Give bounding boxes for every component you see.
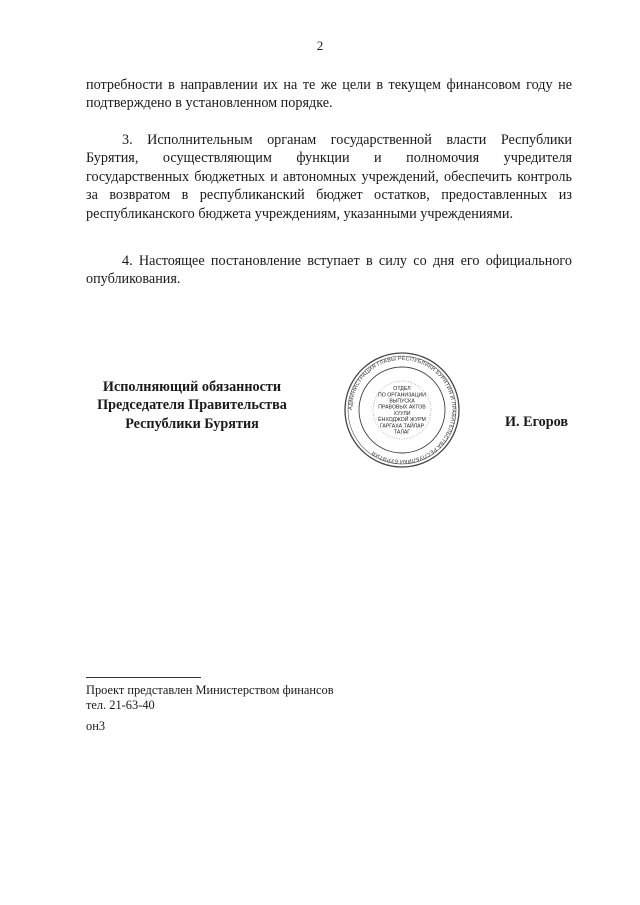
footer-document-code: он3	[86, 719, 106, 733]
seal-center-line: ТАЛАГ	[393, 429, 411, 436]
paragraph-item-3: 3. Исполнительным органам государственной власти Республики Бурятия, осуществляющим функции и полномочия учредителя государственных бюджетных и автономных учреждений, обеспечить контроль за возвратом в республиканский бюджет остатков, предоставленных из республиканского бюджета учреждениям, указанными учреждениями.	[86, 132, 572, 222]
footer-divider	[86, 677, 201, 678]
signatory-title-line-1: Исполняющий обязанности	[102, 379, 282, 395]
seal-center-line: ОТДЕЛ	[393, 386, 411, 393]
seal-center-line: ГАРГАХА ТАЙЛАР	[379, 423, 425, 430]
seal-center-line: ПРАВОВЫХ АКТОВ	[378, 404, 426, 411]
page-number: 2	[316, 38, 324, 53]
footer-submitted-by: Проект представлен Министерством финансов	[86, 683, 334, 697]
signatory-title	[82, 378, 302, 433]
seal-center-line: ПО ОРГАНИЗАЦИИ	[378, 392, 426, 399]
seal-center-line: ЁНХОДЖОЙ ЖУРМ	[378, 417, 426, 424]
svg-text:АДМИНИСТРАЦИЯ ГЛАВЫ РЕСПУБЛИКИ: АДМИНИСТРАЦИЯ ГЛАВЫ РЕСПУБЛИКИ БУРЯТИЯ И ПРАВИТЕЛЬСТВА РЕСПУБЛИКИ БУРЯТИЯ	[347, 355, 457, 465]
paragraph-continuation: потребности в направлении их на те же цели в текущем финансовом году не подтверждено в установленном порядке.	[86, 77, 572, 112]
seal-center-line: ХУУЛИ	[393, 410, 411, 417]
signatory-title-line-2: Председателя Правительства	[97, 397, 287, 414]
seal-center-line: ВЫПУСКА	[389, 398, 415, 405]
footer-phone: тел. 21-63-40	[86, 698, 155, 712]
paragraph-item-4: 4. Настоящее постановление вступает в силу со дня его официального опубликования.	[86, 253, 572, 288]
signatory-title-line-3: Республики Бурятия	[125, 415, 259, 432]
official-seal-stamp	[343, 351, 461, 469]
signatory-name: И. Егоров	[505, 414, 569, 430]
